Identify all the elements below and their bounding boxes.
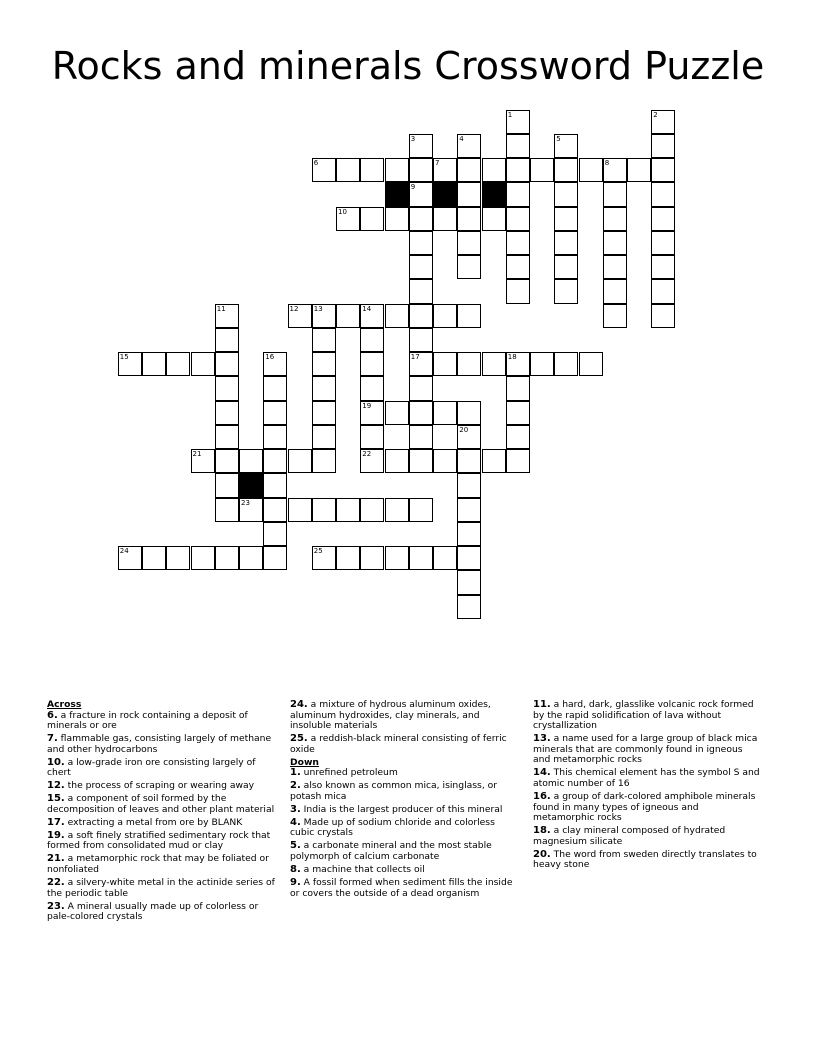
grid-cell[interactable] bbox=[409, 425, 433, 449]
grid-cell[interactable] bbox=[506, 352, 530, 376]
clues-column-3 bbox=[533, 700, 761, 873]
grid-cell[interactable] bbox=[651, 134, 675, 158]
grid-cell[interactable] bbox=[360, 425, 384, 449]
grid-cell[interactable] bbox=[312, 498, 336, 522]
grid-cell[interactable] bbox=[263, 425, 287, 449]
clue-item-text: a metamorphic rock that may be foliated or nonfoliated bbox=[47, 853, 269, 876]
clue-item-number: 12. bbox=[47, 780, 65, 792]
clue-item-text: a soft finely stratified sedimentary rock that formed from consolidated mud or clay bbox=[47, 829, 271, 852]
black-cell bbox=[385, 182, 409, 206]
across-heading: Across bbox=[47, 699, 82, 710]
clue-item-text: a component of soil formed by the decomposition of leaves and other plant material bbox=[47, 793, 275, 815]
clue-item-number: 3. bbox=[290, 803, 301, 815]
clue-item bbox=[533, 700, 761, 732]
clue-number: 12 bbox=[289, 304, 299, 313]
grid-cell[interactable] bbox=[651, 182, 675, 206]
clue-number: 24 bbox=[119, 547, 129, 556]
grid-cell[interactable] bbox=[385, 401, 409, 425]
grid-cell[interactable] bbox=[312, 449, 336, 473]
grid-cell[interactable] bbox=[651, 304, 675, 328]
clue-number: 13 bbox=[313, 304, 323, 313]
page-title: Rocks and minerals Crossword Puzzle bbox=[51, 44, 765, 88]
clue-item bbox=[290, 768, 518, 779]
grid-cell[interactable] bbox=[409, 546, 433, 570]
grid-cell[interactable] bbox=[651, 207, 675, 231]
clue-number: 9 bbox=[410, 183, 416, 192]
grid-cell[interactable] bbox=[433, 304, 457, 328]
grid-cell[interactable] bbox=[457, 425, 481, 449]
grid-cell[interactable] bbox=[409, 279, 433, 303]
grid-cell[interactable] bbox=[409, 328, 433, 352]
grid-cell[interactable] bbox=[506, 425, 530, 449]
grid-cell[interactable] bbox=[409, 255, 433, 279]
grid-cell[interactable] bbox=[360, 401, 384, 425]
grid-cell[interactable] bbox=[506, 134, 530, 158]
grid-cell[interactable] bbox=[457, 401, 481, 425]
clue-item-number: 24. bbox=[290, 699, 308, 710]
grid-cell[interactable] bbox=[579, 158, 603, 182]
grid-cell[interactable] bbox=[312, 328, 336, 352]
grid-cell[interactable] bbox=[603, 207, 627, 231]
clue-item bbox=[533, 734, 761, 766]
grid-cell[interactable] bbox=[457, 158, 481, 182]
grid-cell[interactable] bbox=[457, 304, 481, 328]
clue-item bbox=[533, 850, 761, 871]
grid-cell[interactable] bbox=[215, 449, 239, 473]
clue-item-number: 21. bbox=[47, 853, 65, 865]
grid-cell[interactable] bbox=[118, 352, 142, 376]
clue-item-text: a carbonate mineral and the most stable polymorph of calcium carbonate bbox=[290, 840, 492, 863]
grid-cell[interactable] bbox=[482, 449, 506, 473]
grid-cell[interactable] bbox=[360, 376, 384, 400]
clue-item-number: 17. bbox=[47, 816, 65, 828]
clue-number: 6 bbox=[313, 159, 319, 168]
clue-item bbox=[47, 734, 275, 755]
grid-cell[interactable] bbox=[288, 304, 312, 328]
grid-cell[interactable] bbox=[360, 304, 384, 328]
clue-item-text: a hard, dark, glasslike volcanic rock formed by the rapid solidification of lava without crystallization bbox=[533, 699, 754, 732]
grid-cell[interactable] bbox=[336, 304, 360, 328]
grid-cell[interactable] bbox=[239, 498, 263, 522]
clue-item bbox=[290, 781, 518, 802]
grid-cell[interactable] bbox=[433, 401, 457, 425]
grid-cell[interactable] bbox=[506, 401, 530, 425]
clues-column-1 bbox=[47, 700, 275, 925]
grid-cell[interactable] bbox=[627, 158, 651, 182]
grid-cell[interactable] bbox=[457, 546, 481, 570]
grid-cell[interactable] bbox=[651, 279, 675, 303]
grid-cell[interactable] bbox=[506, 279, 530, 303]
clue-number: 10 bbox=[338, 207, 347, 216]
grid-cell[interactable] bbox=[215, 304, 239, 328]
clue-item-text: a fracture in rock containing a deposit of minerals or ore bbox=[47, 709, 248, 732]
grid-cell[interactable] bbox=[263, 401, 287, 425]
grid-cell[interactable] bbox=[360, 207, 384, 231]
clue-item-text: India is the largest producer of this mineral bbox=[300, 803, 503, 815]
clue-item-number: 7. bbox=[47, 733, 58, 745]
grid-cell[interactable] bbox=[336, 498, 360, 522]
clue-number: 17 bbox=[410, 353, 420, 362]
grid-cell[interactable] bbox=[409, 352, 433, 376]
clue-item-text: A fossil formed when sediment fills the inside or covers the outside of a dead organism bbox=[290, 877, 513, 899]
grid-cell[interactable] bbox=[312, 546, 336, 570]
grid-cell[interactable] bbox=[603, 231, 627, 255]
clue-item-text: a low-grade iron ore consisting largely of chert bbox=[47, 756, 256, 779]
grid-cell[interactable] bbox=[312, 401, 336, 425]
clue-number: 23 bbox=[241, 498, 250, 507]
grid-cell[interactable] bbox=[554, 207, 578, 231]
clue-item bbox=[290, 878, 518, 899]
clue-item-text: The word from sweden directly translates to heavy stone bbox=[533, 848, 757, 871]
clue-number: 21 bbox=[192, 450, 202, 459]
clue-number: 15 bbox=[119, 353, 129, 362]
grid-cell[interactable] bbox=[360, 449, 384, 473]
grid-cell[interactable] bbox=[312, 376, 336, 400]
grid-cell[interactable] bbox=[360, 352, 384, 376]
grid-cell[interactable] bbox=[263, 352, 287, 376]
clue-item-number: 5. bbox=[290, 840, 301, 852]
grid-cell[interactable] bbox=[506, 110, 530, 134]
grid-cell[interactable] bbox=[360, 498, 384, 522]
grid-cell[interactable] bbox=[288, 498, 312, 522]
clue-number: 5 bbox=[556, 134, 561, 143]
clue-item-number: 6. bbox=[47, 709, 58, 721]
clue-item-text: the process of scraping or wearing away bbox=[64, 780, 255, 792]
grid-cell[interactable] bbox=[409, 304, 433, 328]
grid-cell[interactable] bbox=[215, 425, 239, 449]
grid-cell[interactable] bbox=[239, 546, 263, 570]
grid-cell[interactable] bbox=[409, 449, 433, 473]
grid-cell[interactable] bbox=[409, 134, 433, 158]
grid-cell[interactable] bbox=[215, 546, 239, 570]
clue-item bbox=[290, 734, 518, 755]
clue-item-number: 25. bbox=[290, 733, 308, 745]
clue-item-text: a silvery-white metal in the actinide series of the periodic table bbox=[47, 877, 275, 899]
grid-cell[interactable] bbox=[530, 352, 554, 376]
grid-cell[interactable] bbox=[603, 255, 627, 279]
grid-cell[interactable] bbox=[651, 255, 675, 279]
grid-cell[interactable] bbox=[215, 376, 239, 400]
grid-cell[interactable] bbox=[409, 498, 433, 522]
grid-cell[interactable] bbox=[506, 182, 530, 206]
clue-item-text: a group of dark-colored amphibole minerals found in many types of igneous and metamorphic rocks bbox=[533, 790, 756, 824]
grid-cell[interactable] bbox=[191, 352, 215, 376]
clue-item bbox=[47, 902, 275, 923]
clue-number: 7 bbox=[435, 159, 440, 168]
grid-cell[interactable] bbox=[215, 352, 239, 376]
clue-number: 16 bbox=[265, 353, 275, 362]
grid-cell[interactable] bbox=[263, 522, 287, 546]
grid-cell[interactable] bbox=[409, 158, 433, 182]
grid-cell[interactable] bbox=[166, 352, 190, 376]
black-cell bbox=[482, 182, 506, 206]
clue-item-text: This chemical element has the symbol S and atomic number of 16 bbox=[533, 767, 760, 789]
clue-item-text: extracting a metal from ore by BLANK bbox=[64, 816, 243, 828]
grid-cell[interactable] bbox=[457, 498, 481, 522]
grid-cell[interactable] bbox=[385, 158, 409, 182]
clues-column-2 bbox=[290, 700, 518, 902]
grid-cell[interactable] bbox=[409, 401, 433, 425]
grid-cell[interactable] bbox=[360, 328, 384, 352]
clue-item bbox=[47, 711, 275, 732]
grid-cell[interactable] bbox=[409, 182, 433, 206]
grid-cell[interactable] bbox=[457, 352, 481, 376]
grid-cell[interactable] bbox=[603, 304, 627, 328]
grid-cell[interactable] bbox=[554, 279, 578, 303]
clue-number: 8 bbox=[604, 159, 610, 168]
clue-item-text: a reddish-black mineral consisting of ferric oxide bbox=[290, 733, 507, 755]
grid-cell[interactable] bbox=[385, 449, 409, 473]
clue-item-number: 15. bbox=[47, 793, 65, 805]
grid-cell[interactable] bbox=[288, 449, 312, 473]
grid-cell[interactable] bbox=[506, 207, 530, 231]
grid-cell[interactable] bbox=[239, 449, 263, 473]
clue-number: 25 bbox=[313, 547, 323, 556]
clue-item bbox=[47, 831, 275, 852]
clue-item bbox=[290, 841, 518, 862]
clue-item-text: A mineral usually made up of colorless or pale-colored crystals bbox=[47, 900, 259, 923]
grid-cell[interactable] bbox=[433, 207, 457, 231]
clue-item-number: 8. bbox=[290, 864, 301, 876]
clue-item-text: also known as common mica, isinglass, or potash mica bbox=[290, 780, 498, 802]
grid-cell[interactable] bbox=[142, 546, 166, 570]
clue-number: 22 bbox=[362, 450, 372, 459]
grid-cell[interactable] bbox=[263, 376, 287, 400]
clue-item-number: 11. bbox=[533, 699, 551, 710]
down-heading: Down bbox=[290, 756, 319, 768]
grid-cell[interactable] bbox=[506, 158, 530, 182]
clue-number: 4 bbox=[459, 134, 464, 143]
grid-cell[interactable] bbox=[603, 182, 627, 206]
clue-item-number: 13. bbox=[533, 733, 551, 745]
clue-item bbox=[533, 792, 761, 824]
grid-cell[interactable] bbox=[530, 158, 554, 182]
clue-item-number: 19. bbox=[47, 829, 65, 841]
grid-cell[interactable] bbox=[651, 110, 675, 134]
grid-cell[interactable] bbox=[482, 207, 506, 231]
clue-item bbox=[47, 818, 275, 829]
clue-item-text: a mixture of hydrous aluminum oxides, aluminum hydroxides, clay minerals, and insoluble materials bbox=[290, 699, 491, 732]
clue-item-number: 2. bbox=[290, 780, 301, 792]
clue-item bbox=[47, 758, 275, 779]
grid-cell[interactable] bbox=[457, 134, 481, 158]
grid-cell[interactable] bbox=[506, 255, 530, 279]
clue-number: 20 bbox=[459, 425, 469, 434]
grid-cell[interactable] bbox=[336, 158, 360, 182]
grid-cell[interactable] bbox=[457, 449, 481, 473]
grid-cell[interactable] bbox=[457, 570, 481, 594]
clue-item-number: 22. bbox=[47, 877, 65, 889]
grid-cell[interactable] bbox=[409, 207, 433, 231]
grid-cell[interactable] bbox=[482, 158, 506, 182]
grid-cell[interactable] bbox=[312, 352, 336, 376]
grid-cell[interactable] bbox=[360, 158, 384, 182]
clue-item bbox=[533, 826, 761, 847]
grid-cell[interactable] bbox=[457, 207, 481, 231]
grid-cell[interactable] bbox=[215, 328, 239, 352]
grid-cell[interactable] bbox=[215, 498, 239, 522]
grid-cell[interactable] bbox=[554, 255, 578, 279]
clue-item bbox=[290, 818, 518, 839]
clue-number: 1 bbox=[507, 110, 513, 119]
grid-cell[interactable] bbox=[263, 449, 287, 473]
grid-cell[interactable] bbox=[385, 498, 409, 522]
clue-item-number: 20. bbox=[533, 848, 551, 860]
grid-cell[interactable] bbox=[215, 473, 239, 497]
black-cell bbox=[433, 182, 457, 206]
clue-item-text: unrefined petroleum bbox=[300, 767, 398, 779]
grid-cell[interactable] bbox=[409, 231, 433, 255]
clue-number: 14 bbox=[362, 304, 372, 313]
grid-cell[interactable] bbox=[651, 231, 675, 255]
clue-item bbox=[533, 768, 761, 789]
grid-cell[interactable] bbox=[554, 158, 578, 182]
grid-cell[interactable] bbox=[554, 231, 578, 255]
clue-number: 11 bbox=[216, 304, 226, 313]
clue-item-number: 23. bbox=[47, 900, 65, 912]
clue-item-number: 18. bbox=[533, 825, 551, 837]
grid-cell[interactable] bbox=[263, 546, 287, 570]
clue-item bbox=[47, 794, 275, 815]
grid-cell[interactable] bbox=[433, 158, 457, 182]
grid-cell[interactable] bbox=[191, 546, 215, 570]
grid-cell[interactable] bbox=[603, 279, 627, 303]
clue-item-text: a clay mineral composed of hydrated magnesium silicate bbox=[533, 825, 726, 847]
grid-cell[interactable] bbox=[409, 376, 433, 400]
clue-item bbox=[47, 781, 275, 792]
grid-cell[interactable] bbox=[215, 401, 239, 425]
clue-item-number: 4. bbox=[290, 816, 301, 828]
grid-cell[interactable] bbox=[191, 449, 215, 473]
grid-cell[interactable] bbox=[336, 207, 360, 231]
grid-cell[interactable] bbox=[554, 352, 578, 376]
grid-cell[interactable] bbox=[554, 134, 578, 158]
grid-cell[interactable] bbox=[651, 158, 675, 182]
grid-cell[interactable] bbox=[457, 595, 481, 619]
grid-cell[interactable] bbox=[312, 158, 336, 182]
clue-item-text: Made up of sodium chloride and colorless cubic crystals bbox=[290, 816, 495, 839]
grid-cell[interactable] bbox=[554, 182, 578, 206]
grid-cell[interactable] bbox=[457, 522, 481, 546]
clue-item bbox=[290, 865, 518, 876]
grid-cell[interactable] bbox=[579, 352, 603, 376]
grid-cell[interactable] bbox=[263, 473, 287, 497]
grid-cell[interactable] bbox=[506, 376, 530, 400]
clue-item bbox=[290, 805, 518, 816]
grid-cell[interactable] bbox=[457, 255, 481, 279]
clue-number: 3 bbox=[410, 134, 416, 143]
clue-item-text: a name used for a large group of black mica minerals that are commonly found in igneous and metamorphic rocks bbox=[533, 733, 758, 766]
grid-cell[interactable] bbox=[385, 304, 409, 328]
grid-cell[interactable] bbox=[312, 425, 336, 449]
grid-cell[interactable] bbox=[603, 158, 627, 182]
grid-cell[interactable] bbox=[336, 546, 360, 570]
grid-cell[interactable] bbox=[118, 546, 142, 570]
grid-cell[interactable] bbox=[482, 352, 506, 376]
clue-item bbox=[47, 878, 275, 899]
clue-item-number: 10. bbox=[47, 756, 65, 768]
clue-item-text: flammable gas, consisting largely of methane and other hydrocarbons bbox=[47, 733, 272, 755]
grid-cell[interactable] bbox=[263, 498, 287, 522]
clue-number: 19 bbox=[362, 401, 372, 410]
clue-item-number: 16. bbox=[533, 790, 551, 802]
grid-cell[interactable] bbox=[433, 449, 457, 473]
clue-item-text: a machine that collects oil bbox=[300, 864, 425, 876]
grid-cell[interactable] bbox=[166, 546, 190, 570]
grid-cell[interactable] bbox=[142, 352, 166, 376]
grid-cell[interactable] bbox=[433, 352, 457, 376]
grid-cell[interactable] bbox=[506, 231, 530, 255]
grid-cell[interactable] bbox=[385, 546, 409, 570]
clue-item bbox=[47, 854, 275, 875]
grid-cell[interactable] bbox=[457, 182, 481, 206]
grid-cell[interactable] bbox=[457, 473, 481, 497]
clue-item-number: 9. bbox=[290, 877, 301, 889]
grid-cell[interactable] bbox=[457, 231, 481, 255]
black-cell bbox=[239, 473, 263, 497]
grid-cell[interactable] bbox=[312, 304, 336, 328]
clue-item-number: 14. bbox=[533, 767, 551, 779]
clue-item-number: 1. bbox=[290, 767, 301, 779]
clue-number: 18 bbox=[507, 353, 517, 362]
grid-cell[interactable] bbox=[506, 449, 530, 473]
grid-cell[interactable] bbox=[360, 546, 384, 570]
clue-item bbox=[290, 700, 518, 732]
grid-cell[interactable] bbox=[385, 207, 409, 231]
clue-number: 2 bbox=[653, 110, 658, 119]
grid-cell[interactable] bbox=[433, 546, 457, 570]
